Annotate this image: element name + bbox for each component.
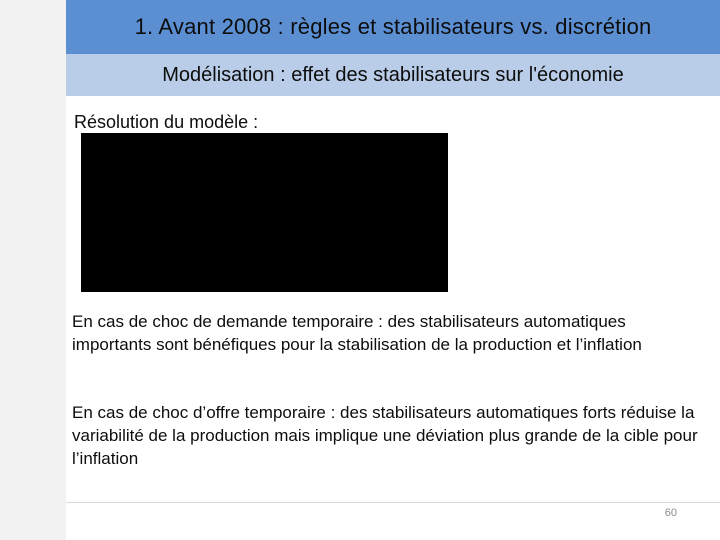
footer-divider [66,502,720,503]
section-label: Résolution du modèle : [74,112,259,132]
page-number: 60 [664,507,677,519]
subtitle-bar [66,54,720,96]
slide-title: 1. Avant 2008 : règles et stabilisateurs vs. discrétion [134,14,652,39]
slide-subtitle: Modélisation : effet des stabilisateurs sur l'économie [162,63,624,86]
left-margin-band [0,0,66,540]
paragraph-supply-shock: En cas de choc d’offre temporaire : des stabilisateurs automatiques forts réduise la variabilité de la production mais implique une déviation plus grande de la cible pour l’inflation [72,403,698,468]
model-equations-image [81,133,448,292]
paragraph-demand-shock: En cas de choc de demande temporaire : des stabilisateurs automatiques importants sont bénéfiques pour la stabilisation de la production et l’inflation [72,312,642,354]
title-bar [66,0,720,54]
